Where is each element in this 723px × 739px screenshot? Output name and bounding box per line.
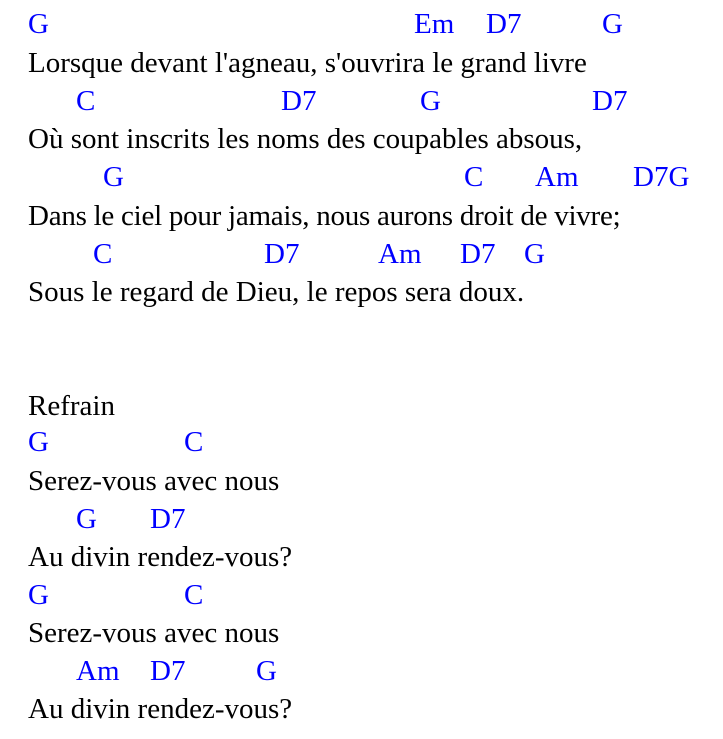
- chord: C: [184, 579, 204, 611]
- chord: Am: [378, 238, 422, 270]
- lyric-text: Dans le ciel pour jamais, nous aurons droit de vivre;: [28, 200, 621, 232]
- chord: Am: [535, 161, 579, 193]
- chord: G: [256, 655, 277, 687]
- chord: D7: [486, 8, 522, 40]
- chord: G: [420, 85, 441, 117]
- lyric-text: Où sont inscrits les noms des coupables absous,: [28, 123, 583, 155]
- lyric-text: Serez-vous avec nous: [28, 617, 280, 649]
- chord: D7: [150, 655, 186, 687]
- lyric-text: Sous le regard de Dieu, le repos sera doux.: [28, 276, 525, 308]
- refrain-heading: Refrain: [28, 390, 115, 422]
- chord: G: [28, 426, 49, 458]
- chord: D7G: [633, 161, 690, 193]
- chord: G: [76, 503, 97, 535]
- chord: D7: [592, 85, 628, 117]
- chord: D7: [150, 503, 186, 535]
- lyric-text: Serez-vous avec nous: [28, 465, 280, 497]
- chord: G: [28, 579, 49, 611]
- chord: C: [76, 85, 96, 117]
- lyric-text: Au divin rendez-vous?: [28, 693, 293, 725]
- chord: G: [524, 238, 545, 270]
- chord: G: [602, 8, 623, 40]
- chord: G: [103, 161, 124, 193]
- chord: Am: [76, 655, 120, 687]
- chord: G: [28, 8, 49, 40]
- chord: D7: [460, 238, 496, 270]
- chord: C: [464, 161, 484, 193]
- chord: Em: [414, 8, 455, 40]
- chord: D7: [264, 238, 300, 270]
- lyric-text: Au divin rendez-vous?: [28, 541, 293, 573]
- chord: C: [184, 426, 204, 458]
- chord: D7: [281, 85, 317, 117]
- lyric-text: Lorsque devant l'agneau, s'ouvrira le grand livre: [28, 47, 587, 79]
- chord: C: [93, 238, 113, 270]
